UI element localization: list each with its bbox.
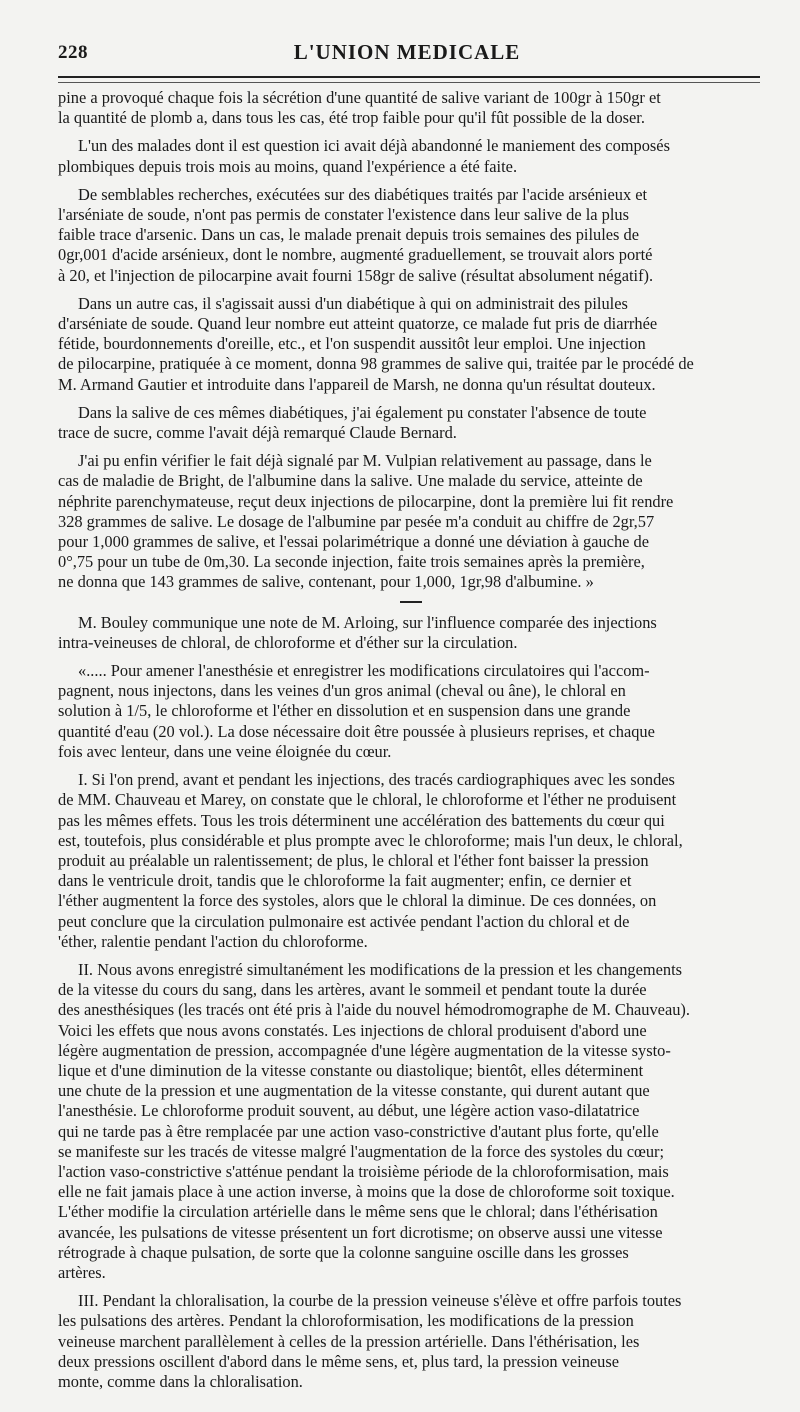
text-line: M. Armand Gautier et introduite dans l'appareil de Marsh, ne donna qu'un résultat douteux.	[58, 374, 656, 394]
text-line: L'éther modifie la circulation artérielle dans le même sens que le chloral; dans l'éthérisation	[58, 1202, 658, 1222]
text-line: M. Bouley communique une note de M. Arloing, sur l'influence comparée des injections	[78, 612, 657, 632]
text-line: I. Si l'on prend, avant et pendant les injections, des tracés cardiographiques avec les sondes	[78, 770, 675, 790]
header-rule-thin	[58, 82, 760, 83]
text-line: pas les mêmes effets. Tous les trois déterminent une accélération des battements du cœur qui	[58, 810, 665, 830]
text-line: Dans la salive de ces mêmes diabétiques, j'ai également pu constater l'absence de toute	[78, 402, 647, 422]
text-line: De semblables recherches, exécutées sur des diabétiques traités par l'acide arsénieux et	[78, 184, 648, 204]
header-rule	[58, 76, 760, 78]
running-title: L'UNION MEDICALE	[293, 40, 521, 64]
text-line: dans le ventricule droit, tandis que le chloroforme la fait augmenter; enfin, ce dernier et	[58, 871, 632, 891]
text-line: quantité d'eau (20 vol.). La dose nécessaire doit être poussée à plusieurs reprises, et chaque	[58, 721, 655, 741]
paragraph	[58, 185, 763, 286]
text-line: ne donna que 143 grammes de salive, contenant, pour 1,000, 1gr,98 d'albumine. »	[58, 572, 594, 592]
paragraph	[58, 613, 763, 653]
text-line: pour 1,000 grammes de salive, et l'essai polarimétrique a donné une déviation à gauche de	[58, 532, 649, 552]
text-line: de pilocarpine, pratiquée à ce moment, donna 98 grammes de salive qui, traitée par le procédé de	[58, 354, 694, 374]
article-body	[58, 88, 763, 1400]
text-line: faible trace d'arsenic. Dans un cas, le malade prenait depuis trois semaines des pilules de	[58, 225, 639, 245]
paragraph	[58, 770, 763, 952]
text-line: lique et d'une diminution de la vitesse constante ou diastolique; bientôt, elles déterminent	[58, 1060, 644, 1080]
paragraph	[58, 403, 763, 443]
text-line: 0gr,001 d'acide arsénieux, dont le nombre, augmenté graduellement, se trouvait alors porté	[58, 245, 653, 265]
text-line: rétrograde à chaque pulsation, de sorte que la colonne sanguine oscille dans les grosses	[58, 1242, 629, 1262]
text-line: est, toutefois, plus considérable et plus prompte avec le chloroforme; mais l'un deux, le chloral,	[58, 830, 683, 850]
text-line: Dans un autre cas, il s'agissait aussi d'un diabétique à qui on administrait des pilules	[78, 293, 628, 313]
text-line: la quantité de plomb a, dans tous les cas, été trop faible pour qu'il fût possible de la doser.	[58, 108, 645, 128]
text-line: l'anesthésie. Le chloroforme produit souvent, au début, une légère action vaso-dilatatrice	[58, 1101, 640, 1121]
text-line: l'action vaso-constrictive s'atténue pendant la troisième période de la chloroformisation, mais	[58, 1161, 669, 1181]
text-line: deux pressions oscillent d'abord dans le même sens, et, plus tard, la pression veineuse	[58, 1351, 620, 1371]
text-line: les pulsations des artères. Pendant la chloroformisation, les modifications de la pression	[58, 1311, 634, 1331]
text-line: d'arséniate de soude. Quand leur nombre eut atteint quatorze, ce malade fut pris de diarrhée	[58, 314, 658, 334]
text-line: se manifeste sur les tracés de vitesse malgré l'augmentation de la force des systoles du cœur;	[58, 1141, 665, 1161]
text-line: légère augmentation de pression, accompagnée d'une légère augmentation de la vitesse systo-	[58, 1040, 671, 1060]
text-line: 328 grammes de salive. Le dosage de l'albumine par pesée m'a conduit au chiffre de 2gr,57	[58, 511, 655, 531]
text-line: néphrite parenchymateuse, reçut deux injections de pilocarpine, dont la première lui fit rendre	[58, 491, 674, 511]
text-line: de MM. Chauveau et Marey, on constate que le chloral, le chloroforme et l'éther ne produisent	[58, 790, 677, 810]
paragraph	[58, 661, 763, 762]
text-line: fétide, bourdonnements d'oreille, etc., et l'on suspendit aussitôt leur emploi. Une injection	[58, 334, 646, 354]
text-line: à 20, et l'injection de pilocarpine avait fourni 158gr de salive (résultat absolument négatif).	[58, 265, 654, 285]
text-line: cas de maladie de Bright, de l'albumine dans la salive. Une malade du service, atteinte de	[58, 471, 643, 491]
text-line: II. Nous avons enregistré simultanément les modifications de la pression et les changements	[78, 959, 683, 979]
text-line: 0°,75 pour un tube de 0m,30. La seconde injection, faite trois semaines après la première,	[58, 552, 645, 572]
text-line: J'ai pu enfin vérifier le fait déjà signalé par M. Vulpian relativement au passage, dans le	[78, 451, 652, 471]
text-line: qui ne tarde pas à être remplacée par une action vaso-constrictive d'autant plus forte, qu'elle	[58, 1121, 659, 1141]
text-line: avancée, les pulsations de vitesse présentent un fort dicrotisme; on observe aussi une vitesse	[58, 1222, 663, 1242]
text-line: L'un des malades dont il est question ici avait déjà abandonné le maniement des composés	[78, 136, 670, 156]
text-line: 'éther, ralentie pendant l'action du chloroforme.	[58, 931, 368, 951]
paragraph	[58, 1291, 763, 1392]
text-line: l'arséniate de soude, n'ont pas permis de constater l'existence dans leur salive de la plus	[58, 205, 629, 225]
text-line: pine a provoqué chaque fois la sécrétion d'une quantité de salive variant de 100gr à 150gr et	[58, 88, 661, 107]
text-line: Voici les effets que nous avons constatés. Les injections de chloral produisent d'abord une	[58, 1020, 647, 1040]
paragraph	[58, 451, 763, 592]
text-line: l'éther augmentent la force des systoles, alors que le chloral la diminue. De ces données, on	[58, 891, 657, 911]
text-line: fois avec lenteur, dans une veine éloignée du cœur.	[58, 741, 392, 761]
text-line: plombiques depuis trois mois au moins, quand l'expérience a été faite.	[58, 156, 518, 176]
page-number: 228	[58, 42, 88, 63]
text-line: une chute de la pression et une augmentation de la vitesse constante, qui durent autant que	[58, 1081, 650, 1101]
page-header	[58, 40, 756, 70]
text-line: de la vitesse du cours du sang, dans les artères, avant le sommeil et pendant toute la durée	[58, 980, 647, 1000]
text-line: veineuse marchent parallèlement à celles de la pression artérielle. Dans l'éthérisation, les	[58, 1331, 640, 1351]
text-line: intra-veineuses de chloral, de chloroforme et d'éther sur la circulation.	[58, 632, 518, 652]
text-line: «..... Pour amener l'anesthésie et enregistrer les modifications circulatoires qui l'accom-	[78, 661, 650, 681]
text-line: peut conclure que la circulation pulmonaire est activée pendant l'action du chloral et de	[58, 911, 630, 931]
text-line: solution à 1/5, le chloroforme et l'éther en dissolution et en suspension dans une grande	[58, 701, 631, 721]
text-line: artères.	[58, 1262, 106, 1282]
text-line: monte, comme dans la chloralisation.	[58, 1371, 303, 1391]
paragraph	[58, 294, 763, 395]
text-line: trace de sucre, comme l'avait déjà remarqué Claude Bernard.	[58, 423, 457, 443]
text-line: III. Pendant la chloralisation, la courbe de la pression veineuse s'élève et offre parfois toutes	[78, 1291, 682, 1311]
paragraph	[58, 88, 763, 128]
text-line: elle ne fait jamais place à une action inverse, à moins que la dose de chloroforme soit toxique.	[58, 1182, 675, 1202]
text-line: pagnent, nous injectons, dans les veines d'un gros animal (cheval ou âne), le chloral en	[58, 681, 626, 701]
text-line: des anesthésiques (les tracés ont été pris à l'aide du nouvel hémodromographe de M. Chauveau).	[58, 1000, 690, 1020]
text-line: produit au préalable un ralentissement; de plus, le chloral et l'éther font baisser la pression	[58, 850, 649, 870]
paragraph	[58, 960, 763, 1283]
section-separator	[400, 601, 422, 603]
paragraph	[58, 136, 763, 176]
